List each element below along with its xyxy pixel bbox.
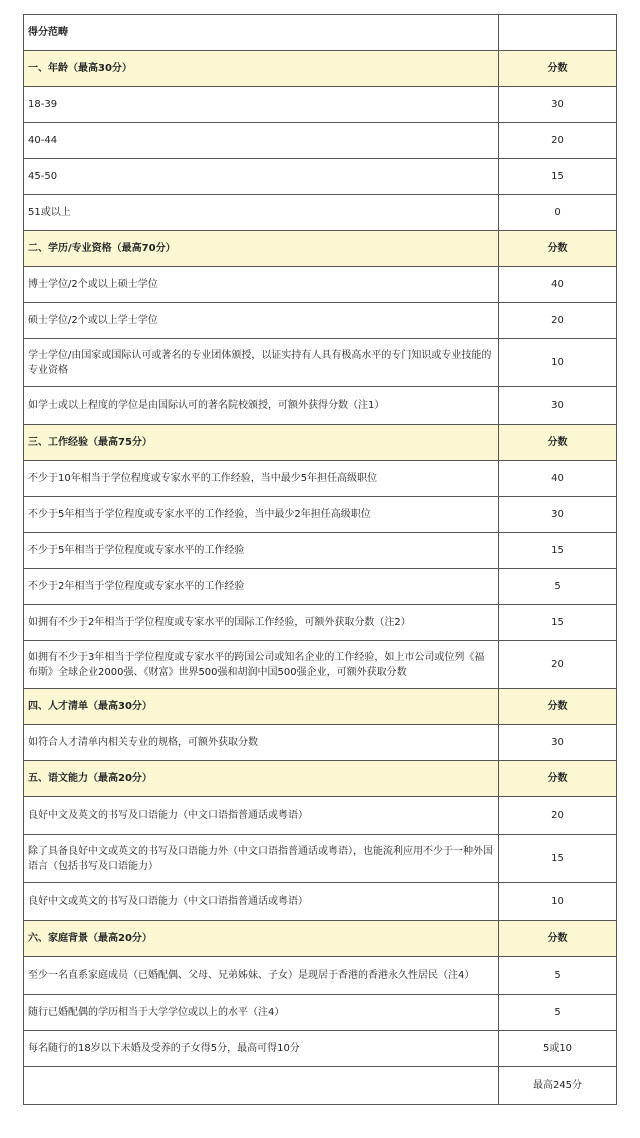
points-cell: 30 <box>499 387 617 425</box>
table-row <box>24 883 617 921</box>
criteria-cell: 良好中文及英文的书写及口语能力（中文口语指普通话或粤语） <box>24 797 499 835</box>
section-title: 一、年龄（最高30分） <box>24 51 499 87</box>
criteria-cell: 不少于10年相当于学位程度或专家水平的工作经验，当中最少5年担任高级职位 <box>24 461 499 497</box>
criteria-cell: 如拥有不少于2年相当于学位程度或专家水平的国际工作经验，可额外获取分数（注2） <box>24 605 499 641</box>
points-cell: 30 <box>499 725 617 761</box>
criteria-cell: 45-50 <box>24 159 499 195</box>
total-points: 最高245分 <box>499 1067 617 1105</box>
table-row <box>24 303 617 339</box>
points-cell: 5 <box>499 995 617 1031</box>
section-points-header: 分数 <box>499 51 617 87</box>
criteria-cell: 51或以上 <box>24 195 499 231</box>
criteria-cell: 40-44 <box>24 123 499 159</box>
criteria-cell: 学士学位/由国家或国际认可或著名的专业团体颁授，以证实持有人具有极高水平的专门知识或专业技能的专业资格 <box>24 339 499 387</box>
section-title: 五、语文能力（最高20分） <box>24 761 499 797</box>
section-header-work-experience <box>24 425 617 461</box>
score-table <box>23 14 617 1105</box>
table-row <box>24 641 617 689</box>
points-cell: 20 <box>499 641 617 689</box>
points-cell: 10 <box>499 339 617 387</box>
table-header-row <box>24 15 617 51</box>
table-row <box>24 957 617 995</box>
table-row <box>24 725 617 761</box>
points-cell: 30 <box>499 87 617 123</box>
table-row <box>24 569 617 605</box>
criteria-cell: 不少于5年相当于学位程度或专家水平的工作经验 <box>24 533 499 569</box>
points-cell: 15 <box>499 533 617 569</box>
points-cell: 40 <box>499 267 617 303</box>
points-cell: 20 <box>499 303 617 339</box>
section-header-education <box>24 231 617 267</box>
table-row <box>24 195 617 231</box>
criteria-cell: 18-39 <box>24 87 499 123</box>
section-points-header: 分数 <box>499 921 617 957</box>
criteria-cell: 至少一名直系家庭成员（已婚配偶、父母、兄弟姊妹、子女）是现居于香港的香港永久性居民（注4） <box>24 957 499 995</box>
section-header-age <box>24 51 617 87</box>
criteria-cell: 不少于5年相当于学位程度或专家水平的工作经验，当中最少2年担任高级职位 <box>24 497 499 533</box>
table-row <box>24 1031 617 1067</box>
criteria-cell: 良好中文或英文的书写及口语能力（中文口语指普通话或粤语） <box>24 883 499 921</box>
table-row <box>24 995 617 1031</box>
criteria-cell: 每名随行的18岁以下未婚及受养的子女得5分，最高可得10分 <box>24 1031 499 1067</box>
section-title: 六、家庭背景（最高20分） <box>24 921 499 957</box>
criteria-cell: 硕士学位/2个或以上学士学位 <box>24 303 499 339</box>
points-cell: 15 <box>499 835 617 883</box>
criteria-cell: 不少于2年相当于学位程度或专家水平的工作经验 <box>24 569 499 605</box>
section-points-header: 分数 <box>499 231 617 267</box>
points-cell: 5 <box>499 957 617 995</box>
table-row <box>24 461 617 497</box>
category-header: 得分范畴 <box>24 15 499 51</box>
section-header-language <box>24 761 617 797</box>
criteria-cell: 博士学位/2个或以上硕士学位 <box>24 267 499 303</box>
section-title: 三、工作经验（最高75分） <box>24 425 499 461</box>
table-row <box>24 339 617 387</box>
table-row <box>24 387 617 425</box>
section-title: 四、人才清单（最高30分） <box>24 689 499 725</box>
table-row <box>24 159 617 195</box>
section-header-talent-list <box>24 689 617 725</box>
criteria-cell: 除了具备良好中文或英文的书写及口语能力外（中文口语指普通话或粤语），也能流利应用不少于一种外国语言（包括书写及口语能力） <box>24 835 499 883</box>
section-header-family <box>24 921 617 957</box>
section-points-header: 分数 <box>499 689 617 725</box>
criteria-cell: 随行已婚配偶的学历相当于大学学位或以上的水平（注4） <box>24 995 499 1031</box>
table-row <box>24 605 617 641</box>
table-row <box>24 267 617 303</box>
criteria-cell: 如学士或以上程度的学位是由国际认可的著名院校颁授，可额外获得分数（注1） <box>24 387 499 425</box>
section-points-header: 分数 <box>499 425 617 461</box>
table-row <box>24 835 617 883</box>
criteria-cell: 如符合人才清单内相关专业的规格，可额外获取分数 <box>24 725 499 761</box>
table-row <box>24 533 617 569</box>
table-row <box>24 123 617 159</box>
criteria-cell: 如拥有不少于3年相当于学位程度或专家水平的跨国公司或知名企业的工作经验，如上市公司或位列《福布斯》全球企业2000强、《财富》世界500强和胡润中国500强企业，可额外获取分数 <box>24 641 499 689</box>
points-cell: 15 <box>499 159 617 195</box>
points-cell: 15 <box>499 605 617 641</box>
points-cell: 20 <box>499 123 617 159</box>
points-cell: 0 <box>499 195 617 231</box>
table-row <box>24 497 617 533</box>
section-points-header: 分数 <box>499 761 617 797</box>
section-title: 二、学历/专业资格（最高70分） <box>24 231 499 267</box>
points-cell: 5 <box>499 569 617 605</box>
total-label-cell <box>24 1067 499 1105</box>
points-cell: 10 <box>499 883 617 921</box>
points-cell: 5或10 <box>499 1031 617 1067</box>
table-row <box>24 87 617 123</box>
points-cell: 20 <box>499 797 617 835</box>
points-cell: 30 <box>499 497 617 533</box>
points-header-cell <box>499 15 617 51</box>
total-row <box>24 1067 617 1105</box>
points-cell: 40 <box>499 461 617 497</box>
table-row <box>24 797 617 835</box>
